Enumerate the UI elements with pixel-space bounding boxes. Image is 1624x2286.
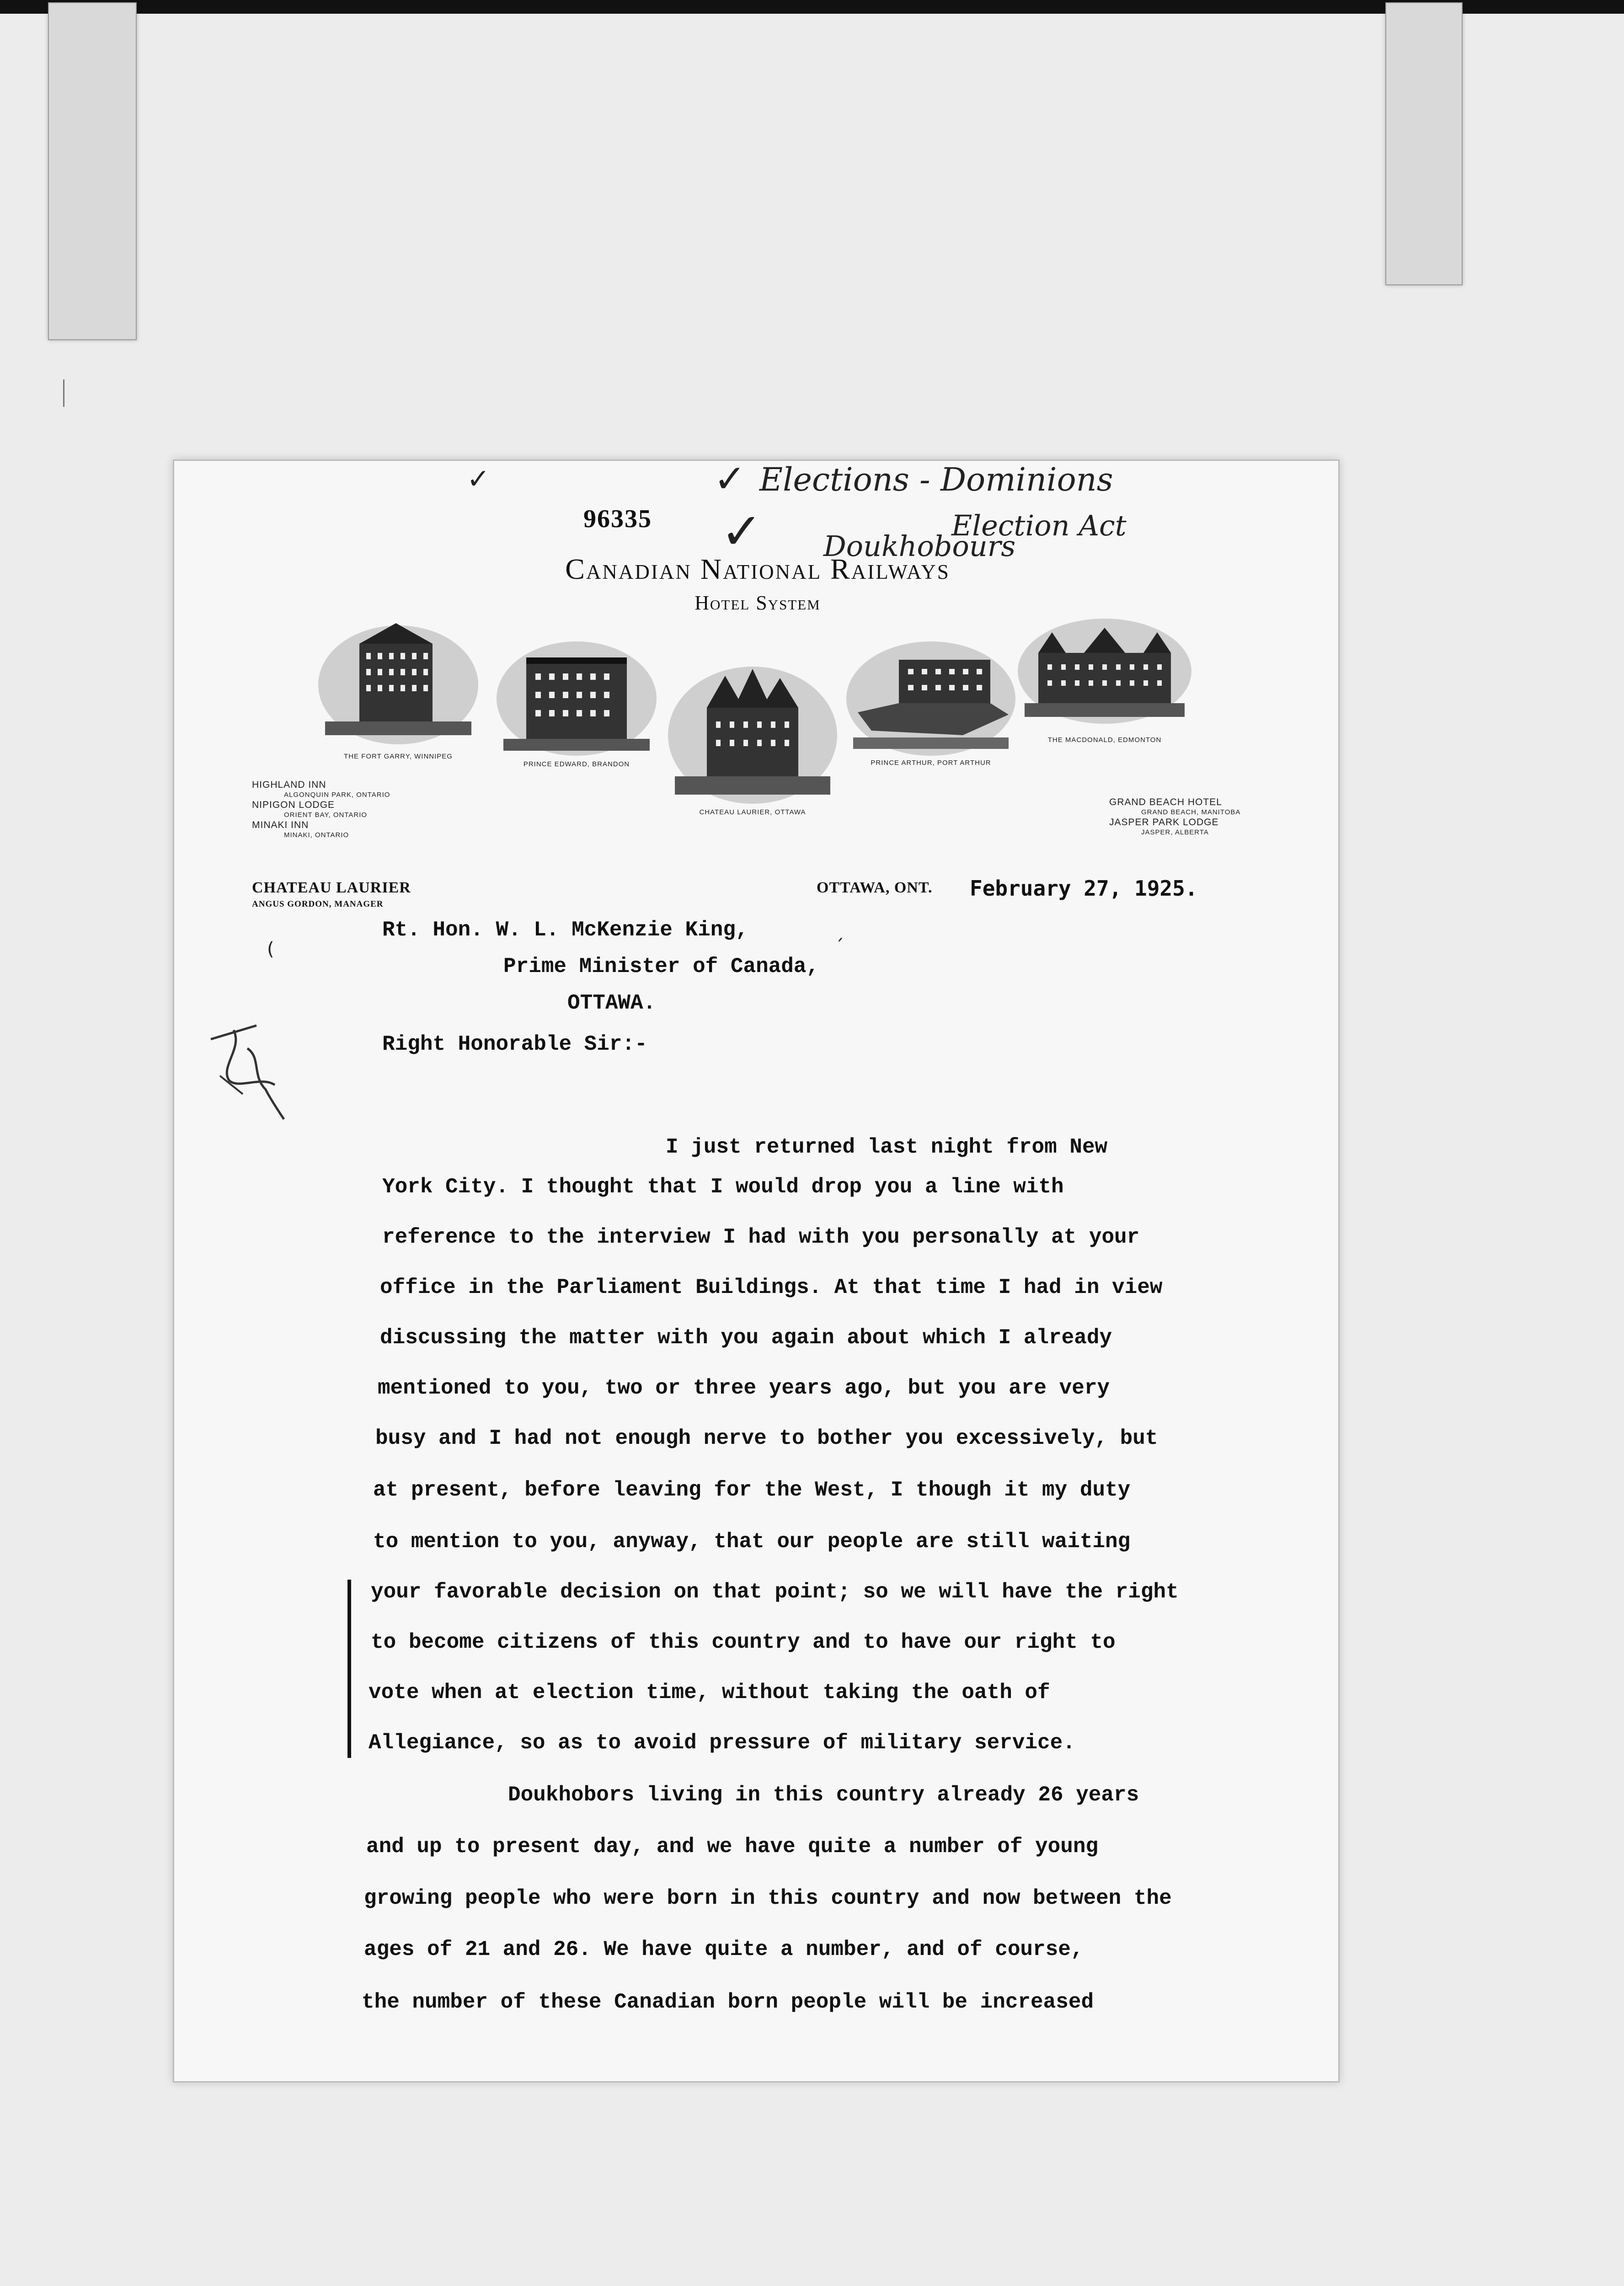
body-line: busy and I had not enough nerve to bother you excessively, but bbox=[375, 1426, 1158, 1450]
body-line: office in the Parliament Buildings. At that time I had in view bbox=[380, 1276, 1163, 1299]
body-line: to become citizens of this country and to have our right to bbox=[371, 1630, 1116, 1654]
hotel-location: JASPER, ALBERTA bbox=[1141, 828, 1209, 836]
address-line: Prime Minister of Canada, bbox=[503, 955, 819, 978]
company-name: Canadian National Railways bbox=[565, 553, 950, 585]
hotel-name: HIGHLAND INN bbox=[252, 780, 326, 790]
top-frame-border bbox=[0, 0, 1624, 14]
hotel-system-title: Hotel System bbox=[694, 592, 821, 614]
body-line: growing people who were born in this country and now between the bbox=[364, 1886, 1172, 1910]
hotel-name: JASPER PARK LODGE bbox=[1109, 817, 1219, 828]
handwritten-note-election-act: Election Act bbox=[951, 509, 1127, 542]
hotel-location: ORIENT BAY, ONTARIO bbox=[284, 811, 368, 819]
body-line: Doukhobors living in this country already 26 years bbox=[508, 1783, 1139, 1807]
hotel-building-icon bbox=[316, 616, 481, 749]
hotels-list-right bbox=[1109, 797, 1240, 838]
letter-page bbox=[173, 456, 1340, 2083]
body-line: ages of 21 and 26. We have quite a number, and of course, bbox=[364, 1938, 1084, 1961]
mounting-tape-top-left bbox=[48, 2, 137, 340]
small-pen-mark: ( bbox=[267, 939, 274, 960]
hotel-vignette-1 bbox=[316, 616, 481, 760]
body-line: vote when at election time, without taking the oath of bbox=[369, 1681, 1050, 1704]
hotel-building-icon bbox=[844, 635, 1018, 758]
hotel-name: NIPIGON LODGE bbox=[252, 800, 335, 810]
hotels-list-left bbox=[252, 780, 390, 840]
body-line: your favorable decision on that point; so we will have the right bbox=[371, 1580, 1179, 1604]
vignette-caption: CHATEAU LAURIER, OTTAWA bbox=[699, 808, 806, 816]
vignette-caption: PRINCE EDWARD, BRANDON bbox=[523, 760, 630, 768]
body-line: mentioned to you, two or three years ago, but you are very bbox=[378, 1376, 1110, 1400]
handwritten-note-elections: Elections - Dominions bbox=[759, 461, 1113, 498]
salutation: Right Honorable Sir:- bbox=[382, 1032, 647, 1056]
body-line: discussing the matter with you again about which I already bbox=[380, 1326, 1112, 1350]
hotel-building-icon bbox=[1015, 616, 1194, 735]
hotel-location: MINAKI, ONTARIO bbox=[284, 831, 349, 839]
body-line: reference to the interview I had with you personally at your bbox=[382, 1225, 1140, 1249]
hotel-name: GRAND BEACH HOTEL bbox=[1109, 797, 1222, 807]
hotel-location: ALGONQUIN PARK, ONTARIO bbox=[284, 791, 390, 799]
address-line: Rt. Hon. W. L. McKenzie King, bbox=[382, 918, 748, 942]
body-line: I just returned last night from New bbox=[666, 1135, 1108, 1159]
body-line: the number of these Canadian born people will be increased bbox=[362, 1990, 1094, 2014]
vignette-caption: THE MACDONALD, EDMONTON bbox=[1047, 736, 1162, 744]
sender-hotel: CHATEAU LAURIER bbox=[252, 879, 411, 896]
mounting-tape-top-right bbox=[1385, 2, 1463, 285]
hotel-vignette-5 bbox=[1015, 616, 1194, 744]
sender-block bbox=[252, 879, 411, 909]
body-line: to mention to you, anyway, that our people are still waiting bbox=[373, 1530, 1131, 1554]
body-line: and up to present day, and we have quite a number of young bbox=[366, 1835, 1099, 1859]
hotel-name: MINAKI INN bbox=[252, 820, 309, 830]
hotel-building-icon bbox=[666, 657, 839, 808]
hotel-vignette-2 bbox=[494, 635, 659, 768]
sender-manager: ANGUS GORDON, MANAGER bbox=[252, 899, 384, 909]
checkmark-middle: ✓ bbox=[721, 502, 763, 561]
pencil-scribble-mark bbox=[202, 1021, 293, 1126]
vignette-caption: PRINCE ARTHUR, PORT ARTHUR bbox=[871, 759, 991, 767]
body-line: Allegiance, so as to avoid pressure of military service. bbox=[369, 1731, 1075, 1755]
vignette-caption: THE FORT GARRY, WINNIPEG bbox=[344, 753, 453, 760]
handwritten-note-doukhobours: Doukhobours bbox=[823, 529, 1016, 563]
letter-place: OTTAWA, ONT. bbox=[817, 879, 933, 896]
letter-date: February 27, 1925. bbox=[970, 876, 1198, 901]
margin-mark bbox=[63, 379, 64, 407]
body-line: at present, before leaving for the West, I though it my duty bbox=[373, 1478, 1131, 1502]
checkmark-small: ✓ bbox=[467, 463, 490, 495]
small-pen-mark: ˊ bbox=[835, 936, 844, 957]
body-line: York City. I thought that I would drop you a line with bbox=[382, 1175, 1064, 1199]
hotel-vignette-3 bbox=[666, 657, 839, 816]
address-line: OTTAWA. bbox=[567, 991, 656, 1015]
margin-sideline-mark bbox=[347, 1580, 351, 1758]
file-number: 96335 bbox=[583, 505, 652, 533]
hotel-vignette-4 bbox=[844, 635, 1018, 767]
checkmark-top: ✓ bbox=[714, 456, 746, 501]
hotel-building-icon bbox=[494, 635, 659, 758]
hotel-location: GRAND BEACH, MANITOBA bbox=[1141, 808, 1241, 816]
